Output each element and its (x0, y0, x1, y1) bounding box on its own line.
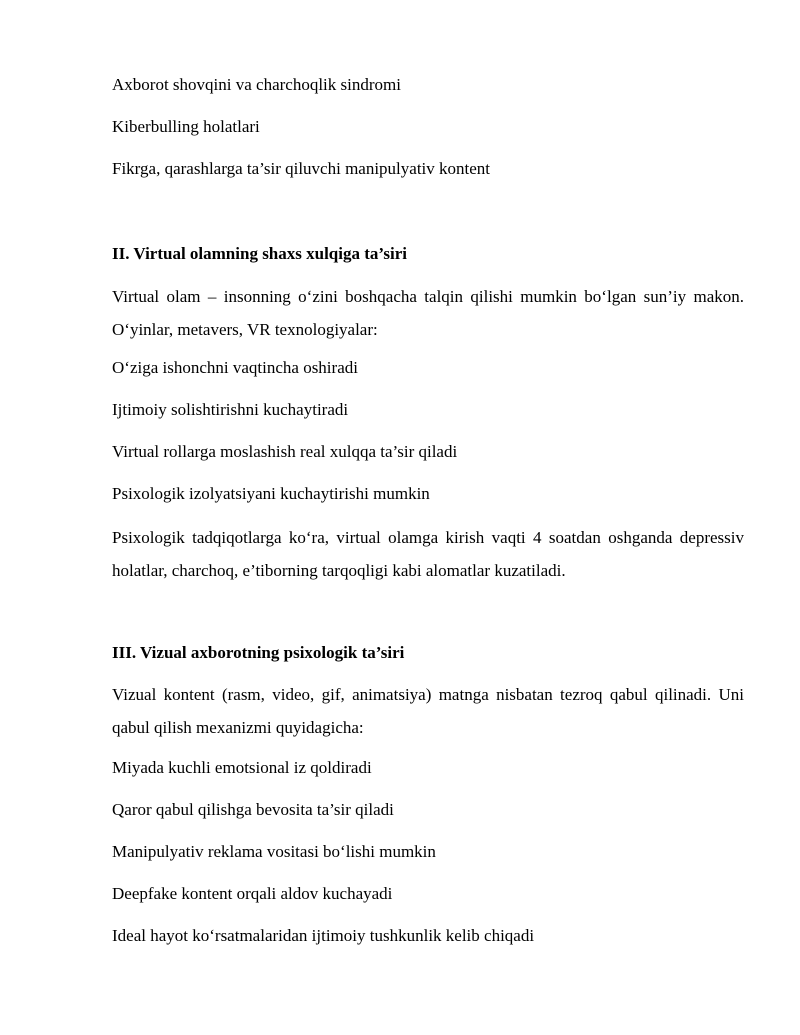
list-item: Deepfake kontent orqali aldov kuchayadi (112, 884, 393, 903)
section-heading: II. Virtual olamning shaxs xulqiga ta’siri (112, 244, 408, 263)
list-item: Kiberbulling holatlari (112, 117, 260, 136)
list-item: Ideal hayot ko‘rsatmalaridan ijtimoiy tushkunlik kelib chiqadi (112, 926, 535, 945)
section-heading: III. Vizual axborotning psixologik ta’siri (112, 643, 405, 662)
list-item: Virtual rollarga moslashish real xulqqa ta’sir qiladi (112, 442, 458, 461)
list-item: O‘ziga ishonchni vaqtincha oshiradi (112, 358, 358, 377)
list-item: Manipulyativ reklama vositasi bo‘lishi mumkin (112, 842, 436, 861)
list-item: Fikrga, qarashlarga ta’sir qiluvchi manipulyativ kontent (112, 159, 491, 178)
paragraph: Virtual olam – insonning o‘zini boshqacha talqin qilishi mumkin bo‘lgan sun’iy makon. O‘yinlar, metavers, VR texnologiyalar: (112, 287, 744, 339)
paragraph: Psixologik tadqiqotlarga ko‘ra, virtual olamga kirish vaqti 4 soatdan oshganda depressiv holatlar, charchoq, e’tiborning tarqoqligi kabi alomatlar kuzatiladi. (112, 528, 744, 580)
paragraph: Vizual kontent (rasm, video, gif, animatsiya) matnga nisbatan tezroq qabul qilinadi. Uni qabul qilish mexanizmi quyidagicha: (112, 685, 744, 737)
list-item: Qaror qabul qilishga bevosita ta’sir qiladi (112, 800, 394, 819)
list-item: Miyada kuchli emotsional iz qoldiradi (112, 758, 372, 777)
list-item: Psixologik izolyatsiyani kuchaytirishi mumkin (112, 484, 430, 503)
list-item: Axborot shovqini va charchoqlik sindromi (112, 75, 401, 94)
list-item: Ijtimoiy solishtirishni kuchaytiradi (112, 400, 349, 419)
